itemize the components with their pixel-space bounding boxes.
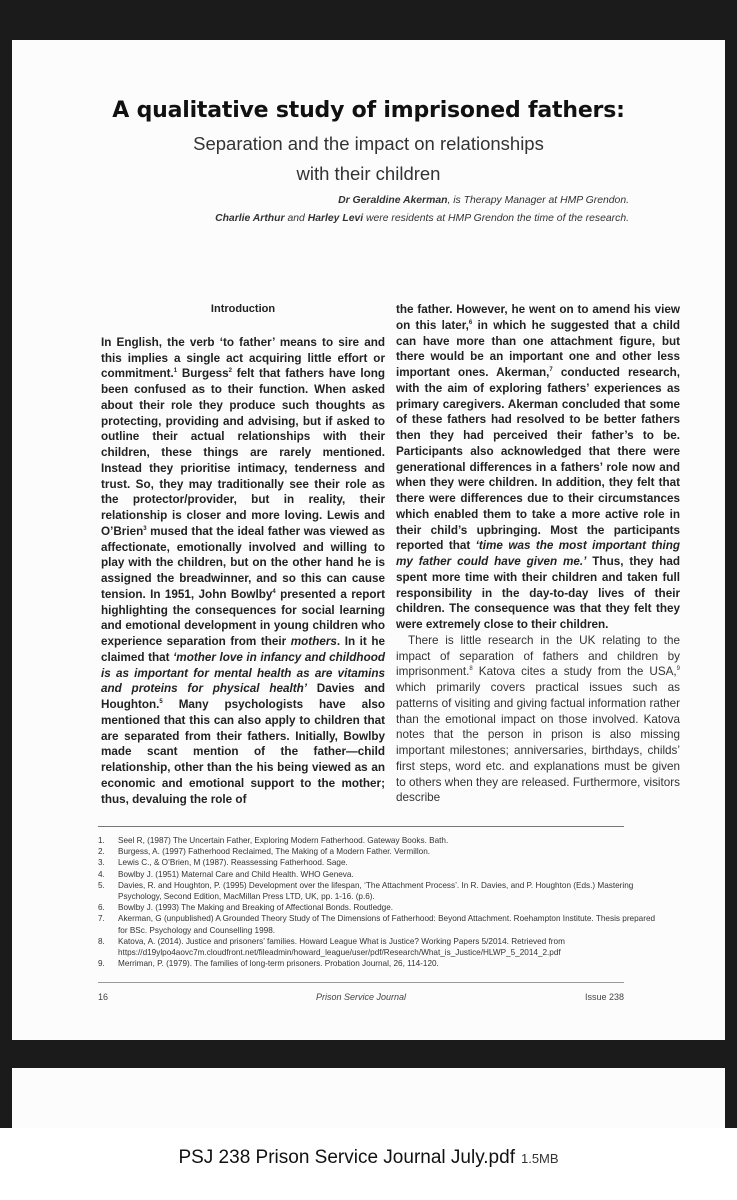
footnote-item: 9. Merriman, P. (1979). The families of long-term prisoners. Probation Journal, 26, 114-120. <box>98 959 439 969</box>
article-subtitle <box>12 129 725 189</box>
footnote-list <box>98 835 658 969</box>
footnote-ref[interactable]: 2 <box>228 368 232 375</box>
footnote-item: 6. Bowlby J. (1993) The Making and Breaking of Affectional Bonds. Routledge. <box>98 903 394 913</box>
file-info-bar[interactable] <box>0 1128 737 1200</box>
issue-label: Issue 238 <box>584 992 624 1002</box>
author-conjunction: and <box>284 213 308 224</box>
title-block <box>12 98 725 189</box>
article-title: A qualitative study of imprisoned fathers: <box>112 98 625 123</box>
footnote-ref[interactable]: 1 <box>173 368 178 375</box>
quote: ‘time was the most important thing my father could have given me.’ <box>396 539 680 568</box>
footnote-item: 4. Bowlby J. (1951) Maternal Care and Child Health. WHO Geneva. <box>98 869 354 879</box>
pdf-page <box>12 40 725 1040</box>
next-pdf-page <box>12 1068 725 1128</box>
author-name: Harley Levi <box>307 213 364 224</box>
subtitle-line-1: Separation and the impact on relationships <box>193 133 544 154</box>
footnote-item: 1. Seel R, (1987) The Uncertain Father, Exploring Modern Fatherhood. Gateway Books. Bath. <box>98 836 449 845</box>
author-block <box>215 192 629 228</box>
footnote-ref[interactable]: 3 <box>143 525 147 532</box>
body-paragraph: There is little research in the UK relating to the impact of separation of fathers and children by imprisonment.$^8$ Katova cites a study from the USA,$^9$ which primarily covers practical issues such as patterns of visiting and giving factual information rather than the emotional impact on those involved. Katova notes that the person in prison is also missing important milestones; anniversaries, birthdays, childs’ first steps, word etc. and explanations must be given to others when they are released. Furthermore, visitors describe <box>396 633 680 805</box>
author-name: Charlie Arthur <box>215 213 285 224</box>
file-size: 1.5MB <box>520 1151 559 1166</box>
footnote-item: 2. Burgess, A. (1997) Fatherhood Reclaimed, The Making of a Modern Father. Vermillon. <box>98 847 431 857</box>
right-column <box>396 302 680 806</box>
author-role: were residents at HMP Grendon the time of the research. <box>363 213 629 224</box>
page-number: 16 <box>98 992 109 1002</box>
author-name: Dr Geraldine Akerman <box>338 195 448 206</box>
author-line-2 <box>215 210 629 228</box>
footnote-ref[interactable]: 5 <box>159 699 163 706</box>
footnote-ref[interactable]: 4 <box>272 588 276 595</box>
footnote-item: 5. Davies, R. and Houghton, P. (1995) Development over the lifespan, ‘The Attachment Process’. In R. Davies, and P. Houghton (Eds.) Mastering Psychology, Second Edition, MacMillan Press LTD, UK, pp. 1-16. (p.6). <box>98 880 634 902</box>
footnote-ref[interactable]: 6 <box>468 319 473 326</box>
footnote-item: 7. Akerman, G (unpublished) A Grounded Theory Study of The Dimensions of Fatherhood: Beyond Attachment. Roehampton Institute. Thesis prepared for BSc. Psychology and Counselling 1998. <box>98 914 656 935</box>
footnote-ref[interactable]: 7 <box>549 367 553 374</box>
footnote-divider <box>98 826 624 827</box>
footer-divider <box>98 982 624 983</box>
quote: ‘mother love in infancy and childhood is as important for mental health as are vitamins and proteins for physical health’ <box>101 650 385 696</box>
journal-name: Prison Service Journal <box>315 992 407 1002</box>
author-line-1 <box>215 192 629 210</box>
footnote-item: 8. Katova, A. (2014). Justice and prisoners’ families. Howard League What is Justice? Working Papers 5/2014. Retrieved from https://d19ylpo4aovc7m.cloudfront.net/fileadmin/howard_league/user/pdf/Research/What_is_Justice/HLWP_5_2014_2.pdf <box>98 936 565 958</box>
body-paragraph: the father. However, he went on to amend his view on this later,$^6$ in which he suggested that a child can have more than one attachment figure, but there would be an important one and other less important ones. Akerman,$^7$ conducted research, with the aim of exploring fathers’ experiences as primary caregivers. Akerman concluded that some of these fathers had resolved to be better fathers then they had perceived their father’s to be. Participants also acknowledged that there were generational differences in a fathers’ role now and when they were children. In addition, they felt that there were differences due to their circumstances which enabled them to take a more active role in their child’s upbringing. Most the participants reported that ‘time was the most important thing my father could have given me.’ Thus, they had spent more time with their children and taken full responsibility in the day-to-day lives of their children. The consequence was that they felt they were extremely close to their children. <box>396 303 680 631</box>
footnote-ref[interactable]: 9 <box>676 666 680 673</box>
left-column <box>101 302 385 807</box>
subtitle-line-2: with their children <box>296 163 441 184</box>
footnote-item: 3. Lewis C., & O’Brien, M (1987). Reassessing Fatherhood. Sage. <box>98 858 348 868</box>
file-name: PSJ 238 Prison Service Journal July.pdf <box>178 1147 515 1168</box>
footnote-ref[interactable]: 8 <box>469 666 473 673</box>
section-heading: Introduction <box>210 303 276 315</box>
author-role: , is Therapy Manager at HMP Grendon. <box>447 195 629 206</box>
body-paragraph: In English, the verb ‘to father’ means to sire and this implies a single act acquiring little effort or commitment.$^1$ Burgess$^2$ felt that fathers have long been confused as to their function. When asked about their role they produce such thoughts as protecting, providing and advising, but if asked to outline their actual relationships with their children, these things are rarely mentioned. Instead they prioritise intimacy, tenderness and trust. So, they may traditionally see their role as the protector/provider, but in reality, their relationship is closer and more loving. Lewis and O’Brien$^3$ mused that the ideal father was viewed as affectionate, emotionally involved and willing to play with the children, but on the other hand he is assigned the breadwinner, and so this can cause tension. In 1951, John Bowlby$^4$ presented a report highlighting the consequences for social learning and emotional development in young children who experience separation from their mothers. In it he claimed that ‘mother love in infancy and childhood is as important for mental health as are vitamins and proteins for physical health’ Davies and Houghton.$^5$ Many psychologists have also mentioned that this can also apply to children that are separated from their fathers. Initially, Bowlby made scant mention of the father—child relationship, other than the his being viewed as an economic and emotional support to the mother; thus, devaluing the role of <box>101 335 386 806</box>
